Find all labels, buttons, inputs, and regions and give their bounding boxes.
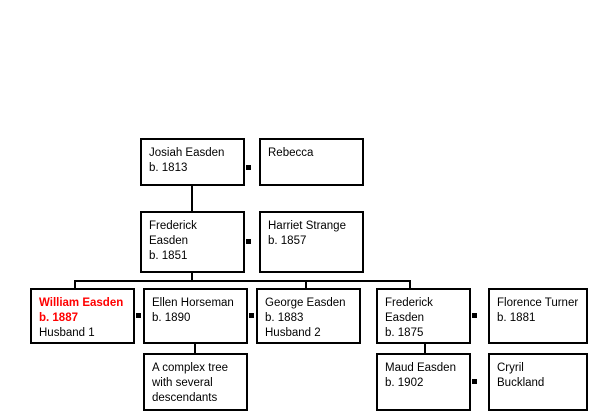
- note-line-2: with several: [152, 377, 213, 389]
- connector-bus-to-william: [74, 280, 76, 288]
- person-node-cyril-buckland[interactable]: [488, 353, 588, 411]
- person-birth: b. 1813: [149, 162, 188, 174]
- person-node-george-easden[interactable]: [256, 288, 361, 344]
- person-name: Cryril: [497, 362, 524, 374]
- person-surname: Easden: [385, 312, 425, 324]
- person-name: Maud Easden: [385, 362, 456, 374]
- person-role: Husband 2: [265, 327, 321, 339]
- person-node-maud-easden[interactable]: [376, 353, 471, 411]
- person-node-frederick-easden-1851[interactable]: [140, 211, 245, 273]
- person-node-ellen-horseman[interactable]: [143, 288, 248, 344]
- sibling-bus-generation3: [74, 280, 411, 282]
- person-name: Rebecca: [268, 147, 314, 159]
- marriage-dot-maud-cyril: [472, 379, 477, 384]
- marriage-dot-josiah-rebecca: [246, 165, 251, 170]
- person-node-rebecca[interactable]: [259, 138, 364, 186]
- person-name: George Easden: [265, 297, 346, 309]
- person-birth: b. 1881: [497, 312, 536, 324]
- connector-bus-to-frederick1875: [409, 280, 411, 288]
- person-birth: b. 1890: [152, 312, 191, 324]
- person-birth: b. 1851: [149, 250, 188, 262]
- person-name: Ellen Horseman: [152, 297, 234, 309]
- person-name: Frederick: [149, 220, 197, 232]
- person-role: Husband 1: [39, 327, 95, 339]
- person-node-josiah-easden[interactable]: [140, 138, 245, 186]
- person-node-florence-turner[interactable]: [488, 288, 588, 344]
- note-node-complex-tree[interactable]: [143, 353, 248, 411]
- person-birth: b. 1875: [385, 327, 424, 339]
- person-node-harriet-strange[interactable]: [259, 211, 364, 273]
- person-birth: b. 1883: [265, 312, 304, 324]
- note-line-1: A complex tree: [152, 362, 229, 374]
- marriage-dot-frederick-harriet: [246, 239, 251, 244]
- person-node-frederick-easden-1875[interactable]: [376, 288, 471, 344]
- person-name: Frederick: [385, 297, 433, 309]
- person-name: Florence Turner: [497, 297, 579, 309]
- person-surname: Easden: [149, 235, 189, 247]
- person-name: William Easden: [39, 297, 124, 309]
- person-birth: b. 1857: [268, 235, 307, 247]
- person-birth: b. 1887: [39, 312, 78, 324]
- connector-ellen-to-note: [194, 344, 196, 353]
- marriage-dot-frederick-florence: [472, 313, 477, 318]
- connector-bus-to-george: [305, 280, 307, 288]
- person-name: Harriet Strange: [268, 220, 346, 232]
- person-surname: Buckland: [497, 377, 545, 389]
- person-name: Josiah Easden: [149, 147, 225, 159]
- marriage-dot-william-ellen: [136, 313, 141, 318]
- connector-frederick1875-to-maud: [424, 344, 426, 353]
- person-node-william-easden[interactable]: [30, 288, 135, 344]
- person-birth: b. 1902: [385, 377, 424, 389]
- note-line-3: descendants: [152, 392, 218, 404]
- connector-josiah-to-frederick1851: [191, 186, 193, 211]
- marriage-dot-ellen-george: [249, 313, 254, 318]
